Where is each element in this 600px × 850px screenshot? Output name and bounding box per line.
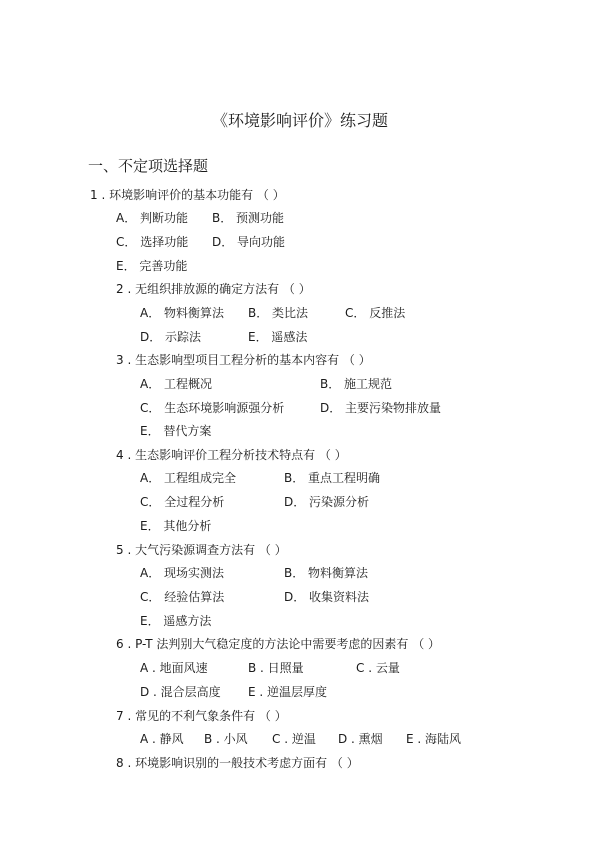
question-7: 7 . 常见的不利气象条件有 （ ） — [116, 709, 287, 723]
question-2: 2 . 无组织排放源的确定方法有 （ ） — [116, 282, 311, 296]
option-6b: B . 日照量 — [248, 661, 304, 675]
option-4c: C． 全过程分析 — [140, 495, 225, 509]
option-5a: A． 现场实测法 — [140, 566, 225, 580]
question-6: 6 . P-T 法判别大气稳定度的方法论中需要考虑的因素有 （ ） — [116, 637, 441, 651]
question-4: 4 . 生态影响评价工程分析技术特点有 （ ） — [116, 448, 347, 462]
option-1e: E． 完善功能 — [116, 259, 188, 273]
section-heading: 一、不定项选择题 — [88, 157, 209, 175]
option-3e: E． 替代方案 — [140, 424, 212, 438]
option-6c: C . 云量 — [356, 661, 400, 675]
question-1: 1 . 环境影响评价的基本功能有 （ ） — [90, 188, 285, 202]
option-2c: C． 反推法 — [345, 306, 406, 320]
option-6e: E . 逆温层厚度 — [248, 685, 328, 699]
option-6d: D . 混合层高度 — [140, 685, 221, 699]
option-4d: D． 污染源分析 — [284, 495, 370, 509]
option-3d: D． 主要污染物排放量 — [320, 401, 442, 415]
option-3c: C． 生态环境影响源强分析 — [140, 401, 285, 415]
question-5: 5 . 大气污染源调查方法有 （ ） — [116, 543, 287, 557]
option-4e: E． 其他分析 — [140, 519, 212, 533]
option-2e: E． 遥感法 — [248, 330, 308, 344]
option-2a: A． 物料衡算法 — [140, 306, 225, 320]
option-2d: D． 示踪法 — [140, 330, 202, 344]
option-5e: E． 遥感方法 — [140, 614, 212, 628]
option-1a: A． 判断功能 — [116, 211, 189, 225]
question-3: 3 . 生态影响型项目工程分析的基本内容有 （ ） — [116, 353, 371, 367]
option-3a: A． 工程概况 — [140, 377, 213, 391]
option-5b: B． 物料衡算法 — [284, 566, 369, 580]
option-7b: B . 小风 — [204, 732, 248, 746]
option-7d: D . 熏烟 — [338, 732, 383, 746]
option-4b: B． 重点工程明确 — [284, 471, 381, 485]
option-3b: B． 施工规范 — [320, 377, 393, 391]
option-5d: D． 收集资料法 — [284, 590, 370, 604]
option-1c: C． 选择功能 — [116, 235, 189, 249]
option-5c: C． 经验估算法 — [140, 590, 225, 604]
option-6a: A . 地面风速 — [140, 661, 208, 675]
question-8: 8 . 环境影响识别的一般技术考虑方面有 （ ） — [116, 756, 359, 770]
option-2b: B． 类比法 — [248, 306, 309, 320]
option-1d: D． 导向功能 — [212, 235, 286, 249]
option-7c: C . 逆温 — [272, 732, 316, 746]
document-title: 《环境影响评价》练习题 — [211, 111, 388, 130]
option-4a: A． 工程组成完全 — [140, 471, 237, 485]
option-1b: B． 预测功能 — [212, 211, 285, 225]
option-7e: E . 海陆风 — [406, 732, 462, 746]
option-7a: A . 静风 — [140, 732, 184, 746]
